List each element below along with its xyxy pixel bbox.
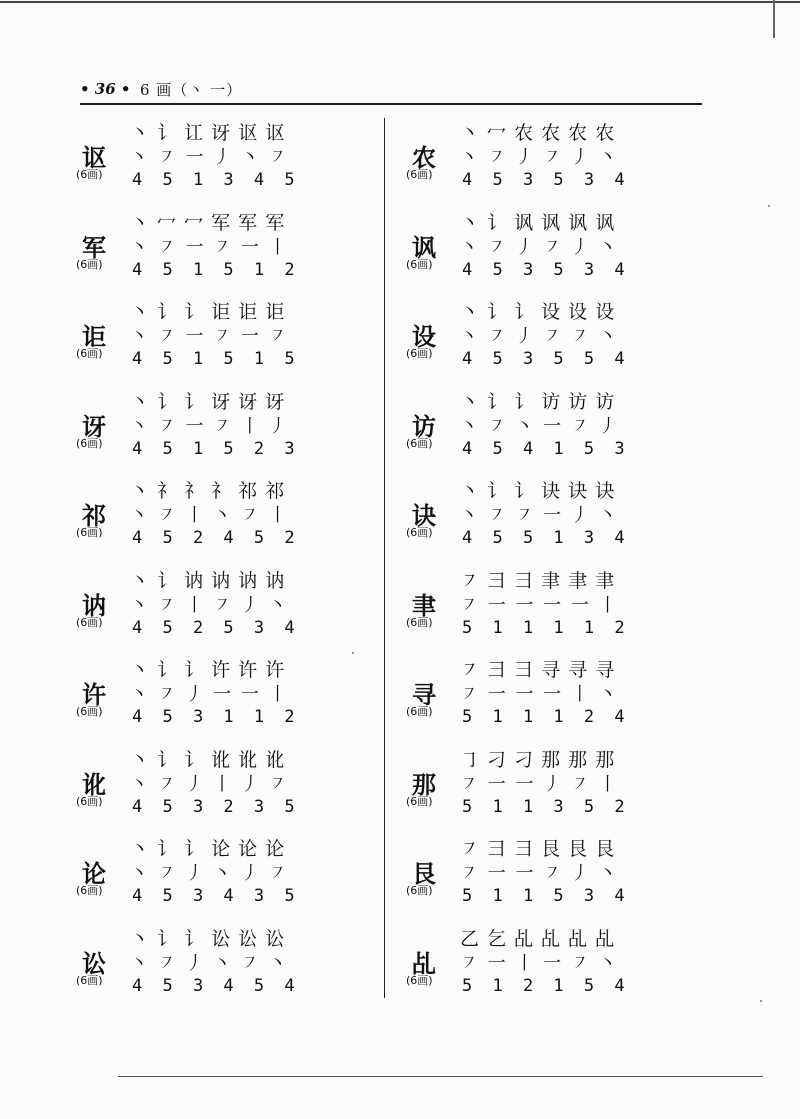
stroke-count-label: (6画) (76, 884, 103, 897)
entry-character: 祁 (82, 502, 106, 530)
stroke-codes: 4 5 1 5 1 5 (132, 349, 300, 369)
entry-character: 军 (82, 233, 106, 262)
char-entry (406, 649, 696, 739)
stroke-shapes: 丶 ㇇ 一 ㇇ 一 ㇇ (130, 326, 289, 347)
char-entry (76, 470, 366, 560)
stroke-count-label: (6画) (76, 168, 103, 181)
stroke-sequence: 丶 冖 农 农 农 农 (460, 122, 616, 144)
entry-character: 讹 (82, 770, 106, 799)
char-entry (76, 560, 366, 650)
stroke-codes: 4 5 3 2 3 5 (132, 796, 300, 817)
scan-speck (352, 652, 354, 654)
side-mark-rule (773, 0, 775, 38)
char-entry (406, 112, 696, 202)
entry-character: 讴 (82, 144, 106, 172)
stroke-sequence: 丶 讠 讷 讷 讷 讷 (130, 569, 286, 592)
stroke-count-label: (6画) (76, 526, 103, 539)
stroke-count-label: (6画) (76, 436, 103, 450)
header-rule (80, 103, 702, 105)
stroke-count-label: (6画) (406, 794, 433, 808)
stroke-count-label: (6画) (76, 347, 103, 360)
stroke-shapes: ㇇ 一 丨 一 ㇇ 丶 (460, 952, 619, 974)
top-border-rule (0, 1, 800, 3)
stroke-shapes: 丶 ㇇ 丿 丶 丿 ㇇ (130, 863, 289, 884)
stroke-count-label: (6画) (406, 257, 433, 271)
entry-character: 许 (82, 681, 106, 709)
stroke-count-label: (6画) (76, 794, 103, 808)
char-entry (406, 470, 696, 560)
char-entry (406, 918, 696, 1008)
stroke-count-label: (6画) (406, 168, 433, 181)
stroke-codes: 5 1 1 1 1 2 (462, 617, 630, 638)
entry-character: 农 (412, 144, 436, 172)
stroke-count-label: (6画) (76, 705, 103, 718)
stroke-count-label: (6画) (76, 973, 103, 987)
stroke-sequence: 乙 乞 乩 乩 乩 乩 (460, 927, 616, 950)
stroke-sequence: ㇆ 刁 刁 那 那 那 (460, 748, 616, 771)
right-column (406, 112, 696, 1007)
stroke-count-label: (6画) (406, 705, 433, 718)
stroke-codes: 4 5 3 5 3 4 (462, 170, 630, 190)
entry-character: 讵 (82, 323, 106, 351)
stroke-shapes: 丶 ㇇ 一 ㇇ 丨 丿 (130, 415, 289, 437)
stroke-shapes: 丶 ㇇ 丨 ㇇ 丿 丶 (130, 594, 289, 616)
bottom-rule (118, 1076, 763, 1077)
stroke-count-label: (6画) (406, 615, 433, 629)
char-entry (406, 202, 696, 292)
stroke-codes: 4 5 2 5 3 4 (132, 617, 300, 638)
stroke-codes: 5 1 1 5 3 4 (462, 886, 630, 906)
stroke-codes: 4 5 3 4 3 5 (132, 886, 300, 906)
entry-character: 讶 (82, 412, 106, 441)
stroke-codes: 4 5 3 5 5 4 (462, 349, 630, 369)
stroke-count-label: (6画) (406, 973, 433, 987)
stroke-sequence: ㇇ 彐 彐 寻 寻 寻 (460, 659, 616, 681)
char-entry (406, 739, 696, 829)
stroke-count-label: (6画) (406, 347, 433, 360)
stroke-sequence: 丶 讠 讠 诀 诀 诀 (460, 480, 616, 502)
stroke-codes: 4 5 1 5 1 2 (132, 259, 300, 280)
stroke-count-label: (6画) (406, 884, 433, 897)
stroke-count-label: (6画) (76, 615, 103, 629)
entry-character: 讼 (82, 949, 106, 978)
stroke-codes: 5 1 1 1 2 4 (462, 707, 630, 727)
entry-character: 讽 (412, 233, 436, 262)
stroke-codes: 4 5 1 5 2 3 (132, 438, 300, 459)
stroke-sequence: 丶 讠 讽 讽 讽 讽 (460, 211, 616, 234)
stroke-shapes: 丶 ㇇ 丿 ㇇ 丿 丶 (460, 147, 619, 168)
stroke-sequence: 丶 讠 讠 论 论 论 (130, 838, 286, 860)
page-header (80, 76, 702, 102)
stroke-shapes: 丶 ㇇ 丿 丨 丿 ㇇ (130, 773, 289, 795)
char-entry (76, 918, 366, 1008)
char-entry (406, 828, 696, 918)
entry-character: 访 (412, 412, 436, 441)
entry-character: 聿 (412, 591, 436, 620)
char-entry (76, 381, 366, 471)
stroke-sequence: 丶 讠 讠 许 许 许 (130, 659, 286, 681)
stroke-codes: 4 5 1 3 4 5 (132, 170, 300, 190)
stroke-shapes: ㇇ 一 一 丿 ㇇ 丨 (460, 773, 619, 795)
stroke-shapes: 丶 ㇇ 丿 丶 ㇇ 丶 (130, 952, 289, 974)
stroke-codes: 4 5 3 1 1 2 (132, 707, 300, 727)
column-divider (384, 118, 385, 998)
stroke-sequence: 丶 讠 讠 讼 讼 讼 (130, 927, 286, 950)
stroke-codes: 4 5 4 1 5 3 (462, 438, 630, 459)
char-entry (406, 560, 696, 650)
char-entry (76, 202, 366, 292)
stroke-sequence: ㇇ 彐 彐 聿 聿 聿 (460, 569, 616, 592)
left-column (76, 112, 366, 1007)
stroke-sequence: 丶 讠 讧 讶 讴 讴 (130, 122, 286, 144)
entry-character: 设 (412, 323, 436, 351)
stroke-shapes: 丶 ㇇ 一 ㇇ 一 丨 (130, 236, 289, 258)
stroke-sequence: 丶 礻 礻 礻 祁 祁 (130, 480, 286, 502)
entry-character: 讷 (82, 591, 106, 620)
stroke-sequence: 丶 冖 冖 军 军 军 (130, 211, 286, 234)
stroke-shapes: ㇇ 一 一 一 一 丨 (460, 594, 619, 616)
stroke-codes: 5 1 2 1 5 4 (462, 975, 630, 996)
stroke-shapes: 丶 ㇇ 丿 一 一 丨 (130, 684, 289, 705)
stroke-shapes: ㇇ 一 一 ㇇ 丿 丶 (460, 863, 619, 884)
scan-speck (768, 205, 770, 207)
section-title: 6 画（丶 一） (140, 81, 243, 99)
stroke-sequence: 丶 讠 讠 讹 讹 讹 (130, 748, 286, 771)
stroke-shapes: 丶 ㇇ 丨 丶 ㇇ 丨 (130, 505, 289, 526)
entry-character: 寻 (412, 681, 436, 709)
stroke-codes: 4 5 3 4 5 4 (132, 975, 300, 996)
entry-character: 艮 (412, 860, 436, 888)
stroke-codes: 4 5 2 4 5 2 (132, 528, 300, 548)
stroke-codes: 4 5 5 1 3 4 (462, 528, 630, 548)
stroke-codes: 5 1 1 3 5 2 (462, 796, 630, 817)
stroke-shapes: 丶 ㇇ 一 丿 丶 ㇇ (130, 147, 289, 168)
entry-character: 诀 (412, 502, 436, 530)
page-number: • 36 • (80, 80, 131, 98)
char-entry (76, 291, 366, 381)
entry-character: 那 (412, 770, 436, 799)
stroke-count-label: (6画) (406, 436, 433, 450)
stroke-count-label: (6画) (76, 257, 103, 271)
scan-speck (760, 1000, 762, 1002)
stroke-codes: 4 5 3 5 3 4 (462, 259, 630, 280)
char-entry (76, 649, 366, 739)
stroke-shapes: 丶 ㇇ 丿 ㇇ 丿 丶 (460, 236, 619, 258)
char-entry (406, 291, 696, 381)
stroke-count-label: (6画) (406, 526, 433, 539)
char-entry (406, 381, 696, 471)
stroke-sequence: 丶 讠 讠 讵 讵 讵 (130, 301, 286, 323)
char-entry (76, 739, 366, 829)
entry-character: 乩 (412, 949, 436, 978)
stroke-shapes: 丶 ㇇ 丶 一 ㇇ 丿 (460, 415, 619, 437)
stroke-shapes: 丶 ㇇ 丿 ㇇ ㇇ 丶 (460, 326, 619, 347)
stroke-sequence: 丶 讠 讠 访 访 访 (460, 390, 616, 413)
stroke-shapes: 丶 ㇇ ㇇ 一 丿 丶 (460, 505, 619, 526)
stroke-sequence: 丶 讠 讠 讶 讶 讶 (130, 390, 286, 413)
stroke-shapes: ㇇ 一 一 一 丨 丶 (460, 684, 619, 705)
char-entry (76, 828, 366, 918)
char-entry (76, 112, 366, 202)
stroke-sequence: ㇇ 彐 彐 艮 艮 艮 (460, 838, 616, 860)
stroke-sequence: 丶 讠 讠 设 设 设 (460, 301, 616, 323)
entry-character: 论 (82, 860, 106, 888)
